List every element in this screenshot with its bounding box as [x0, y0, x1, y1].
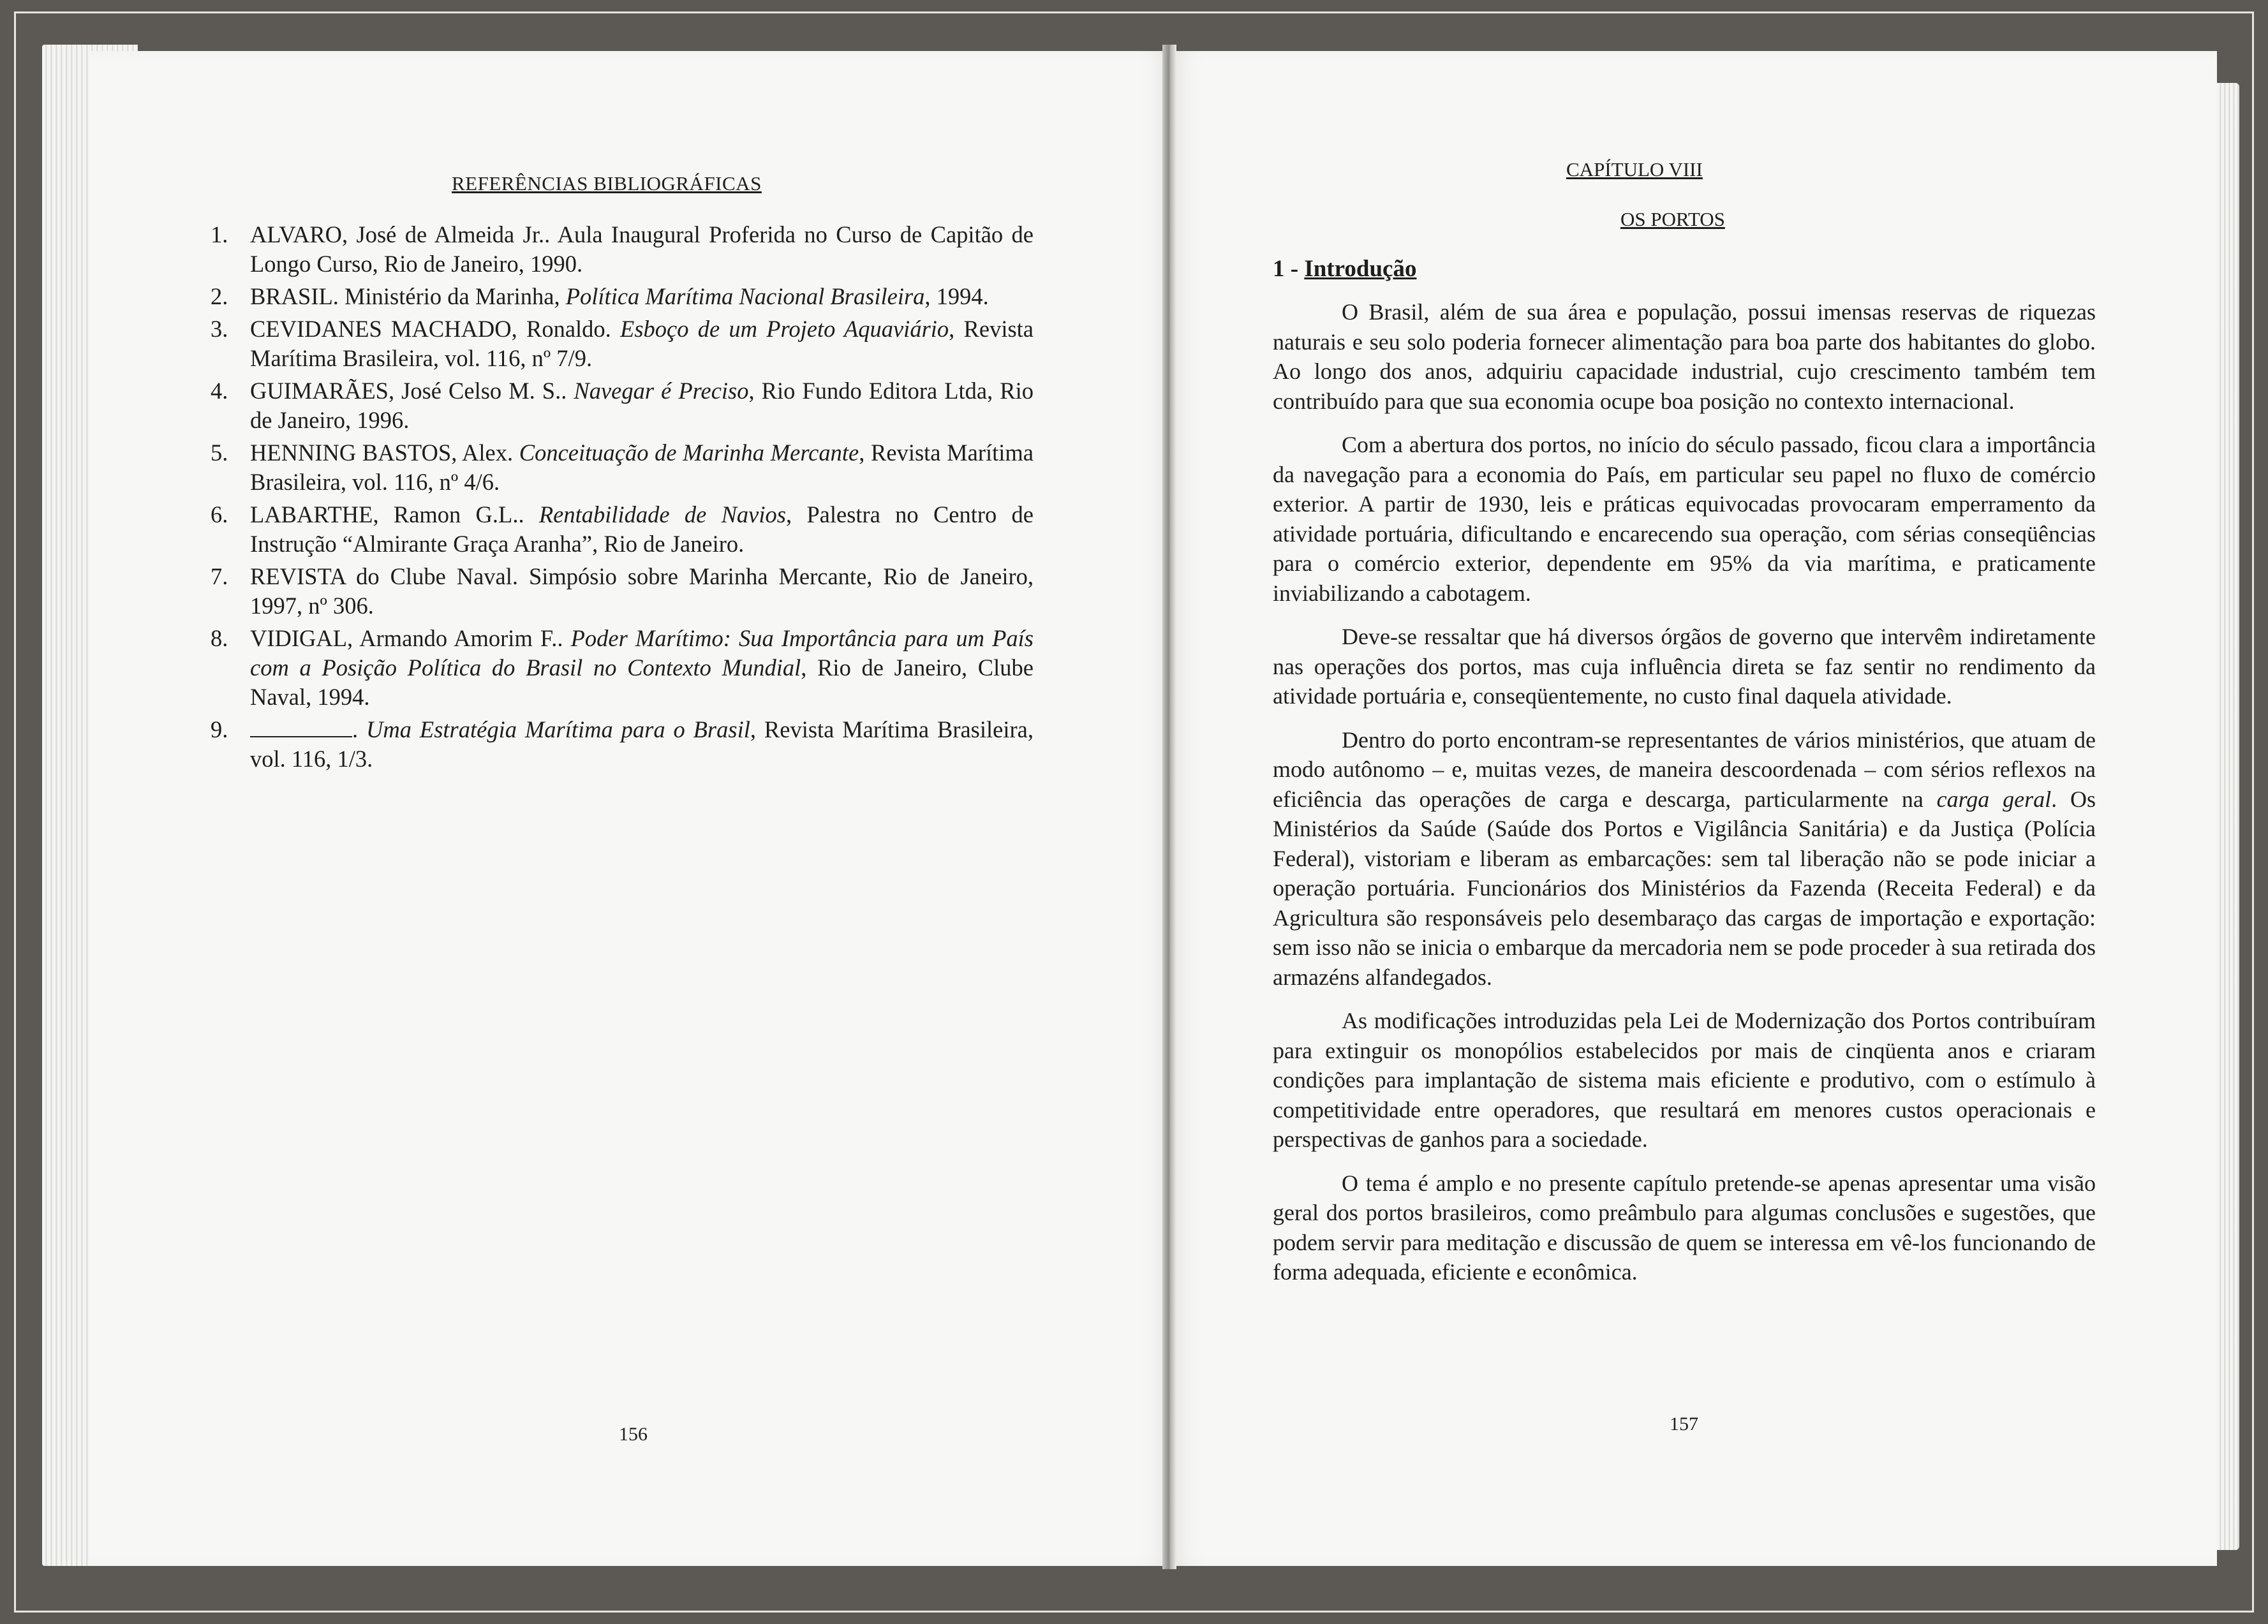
reference-text: , Rio Fundo Editora Ltda, Rio de Janeiro, 1996. — [250, 378, 1034, 433]
reference-text: , 1994. — [924, 283, 989, 309]
reference-title: Esboço de um Projeto Aquaviário — [620, 316, 949, 342]
reference-item — [211, 500, 1034, 559]
reference-number: 2. — [211, 283, 228, 309]
reference-number: 6. — [211, 501, 228, 528]
body-paragraph: As modificações introduzidas pela Lei de Modernização dos Portos contribuíram para extinguir os monopólios estabelecidos por mais de cinqüenta anos e criaram condições para implantação de sistema mais eficiente e produtivo, com o estímulo à competitividade entre operadores, que resultará em menores custos operacionais e perspectivas de ganhos para a sociedade. — [1273, 1008, 2096, 1152]
reference-text: REVISTA do Clube Naval. Simpósio sobre Marinha Mercante, Rio de Janeiro, 1997, nº 306. — [250, 563, 1034, 619]
reference-text: GUIMARÃES, José Celso M. S.. — [250, 378, 574, 404]
reference-text: HENNING BASTOS, Alex. — [250, 439, 519, 466]
section-heading — [1273, 255, 1416, 283]
chapter-title: CAPÍTULO VIII — [1566, 158, 1703, 181]
reference-text: . — [352, 716, 367, 742]
references-list — [211, 220, 1034, 777]
reference-number: 4. — [211, 378, 228, 404]
reference-item — [211, 376, 1034, 435]
chapter-body — [1273, 297, 2096, 1301]
references-heading: REFERÊNCIAS BIBLIOGRÁFICAS — [452, 172, 762, 195]
chapter-subtitle: OS PORTOS — [1620, 208, 1725, 230]
body-paragraph: Com a abertura dos portos, no início do século passado, ficou clara a importância da navegação para a economia do País, em particular seu papel no fluxo de comércio exterior. A partir de 1930, leis e práticas equivocadas provocaram emperramento da atividade portuária, dificultando e encarecendo sua operação, com sérias conseqüências para o comércio exterior, dependente em 95% da via marítima, e praticamente inviabilizando a cabotagem. — [1273, 432, 2096, 606]
reference-item — [211, 314, 1034, 373]
reference-text: , Revista Marítima Brasileira, vol. 116, nº 7/9. — [250, 316, 1034, 371]
reference-item — [211, 562, 1034, 621]
reference-number: 8. — [211, 625, 228, 651]
reference-text: LABARTHE, Ramon G.L.. — [250, 501, 539, 528]
reference-number: 9. — [211, 716, 228, 742]
section-title: Introdução — [1304, 256, 1417, 282]
page-number-156: 156 — [619, 1424, 648, 1445]
reference-item — [211, 220, 1034, 279]
body-paragraph: Dentro do porto encontram-se representantes de vários ministérios, que atuam de modo autônomo – e, muitas vezes, de maneira descoordenada – com sérios reflexos na eficiência das operações de carga e descarga, particularmente na carga geral. Os Ministérios da Saúde (Saúde dos Portos e Vigilância Sanitária) e da Justiça (Polícia Federal), vistoriam e liberam as embarcações: sem tal liberação não se pode iniciar a operação portuária. Funcionários dos Ministérios da Fazenda (Receita Federal) e da Agricultura são responsáveis pelo desembaraço das cargas de importação e exportação: sem isso não se inicia o embarque da mercadoria nem se pode proceder à sua retirada dos armazéns alfandegados. — [1273, 727, 2096, 990]
body-paragraph: O Brasil, além de sua área e população, possui imensas reservas de riquezas naturais e seu solo poderia fornecer alimentação para boa parte dos habitantes do globo. Ao longo dos anos, adquiriu capacidade industrial, cujo crescimento também tem contribuído para que sua economia ocupe boa posição no contexto internacional. — [1273, 299, 2096, 414]
book-gutter — [1162, 45, 1176, 1569]
reference-item — [211, 282, 1034, 311]
reference-number: 7. — [211, 563, 228, 589]
body-paragraph: O tema é amplo e no presente capítulo pretende-se apenas apresentar uma visão geral dos portos brasileiros, como preâmbulo para algumas conclusões e sugestões, que podem servir para meditação e discussão de quem se interessa em vê-los funcionando de forma adequada, eficiente e econômica. — [1273, 1170, 2096, 1285]
reference-text: VIDIGAL, Armando Amorim F.. — [250, 625, 571, 651]
reference-item — [211, 438, 1034, 497]
reference-item — [211, 624, 1034, 712]
reference-number: 5. — [211, 439, 228, 466]
reference-title: Uma Estratégia Marítima para o Brasil — [366, 716, 750, 742]
page-number-157: 157 — [1670, 1414, 1698, 1435]
reference-text: ALVARO, José de Almeida Jr.. Aula Inaugural Proferida no Curso de Capitão de Longo Curso, Rio de Janeiro, 1990. — [250, 221, 1034, 277]
author-repeat-line — [250, 717, 352, 737]
reference-text: , Revista Marítima Brasileira, vol. 116, 1/3. — [250, 716, 1034, 772]
reference-title: Política Marítima Nacional Brasileira — [565, 283, 925, 309]
reference-number: 1. — [211, 221, 228, 247]
reference-title: Conceituação de Marinha Mercante — [519, 439, 859, 466]
reference-title: Navegar é Preciso — [574, 378, 749, 404]
reference-text: , Revista Marítima Brasileira, vol. 116, nº 4/6. — [250, 439, 1034, 495]
reference-text: BRASIL. Ministério da Marinha, — [250, 283, 566, 309]
reference-title: Rentabilidade de Navios — [538, 501, 786, 528]
body-paragraph: Deve-se ressaltar que há diversos órgãos de governo que intervêm indiretamente nas operações dos portos, mas cuja influência direta se faz sentir no rendimento da atividade portuária e, conseqüentemente, no custo final daquela atividade. — [1273, 624, 2096, 709]
reference-title: Poder Marítimo: Sua Importância para um País com a Posição Política do Brasil no Contexto Mundial — [250, 625, 1034, 681]
reference-text: CEVIDANES MACHADO, Ronaldo. — [250, 316, 621, 342]
reference-number: 3. — [211, 316, 228, 342]
section-number: 1 - — [1273, 256, 1305, 282]
reference-item — [211, 715, 1034, 774]
reference-text: , Palestra no Centro de Instrução “Almirante Graça Aranha”, Rio de Janeiro. — [250, 501, 1034, 557]
reference-text: , Rio de Janeiro, Clube Naval, 1994. — [250, 654, 1034, 710]
